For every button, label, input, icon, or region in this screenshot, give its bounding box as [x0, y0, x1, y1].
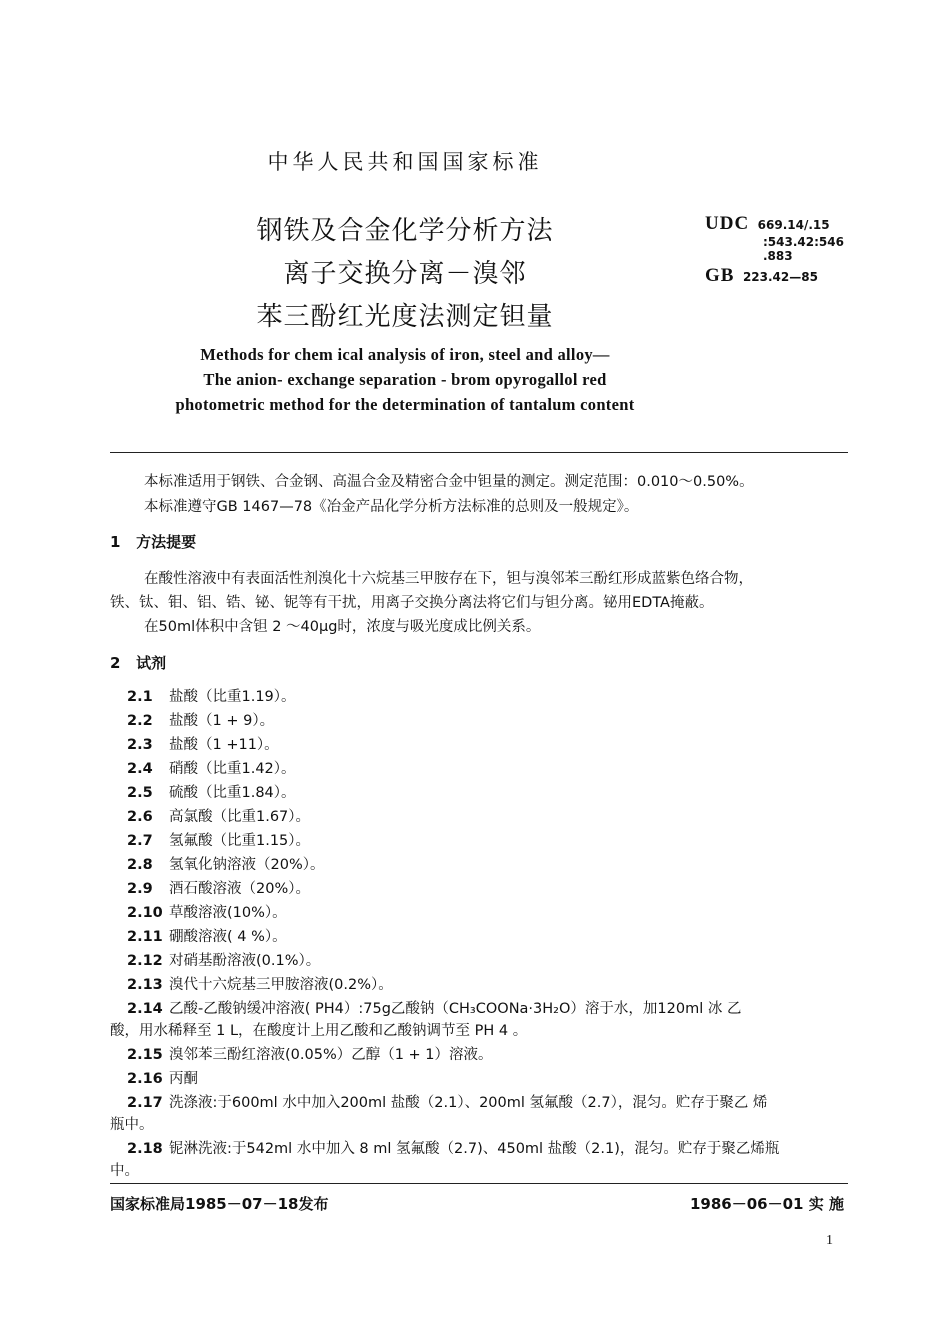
reagent-item: [127, 997, 741, 1018]
chinese-title-line-3: 苯三酚红光度法测定钽量: [256, 302, 554, 332]
reagent-item: [127, 1043, 493, 1064]
item-number: 2.16: [127, 1071, 163, 1087]
bottom-divider: [110, 1183, 848, 1184]
top-divider: [110, 452, 848, 453]
item-number: 2.1: [127, 689, 153, 705]
reagent-item: [127, 853, 324, 874]
item-text: 丙酮: [169, 1071, 198, 1087]
item-number: 2.5: [127, 785, 153, 801]
reagent-item: [127, 973, 393, 994]
item-text: 溴邻苯三酚红溶液(0.05%）乙醇（1 + 1）溶液。: [169, 1047, 493, 1063]
gb-label: GB: [705, 265, 735, 286]
issue-date: 国家标准局1985－07－18发布: [110, 1195, 329, 1213]
item-number: 2.3: [127, 737, 153, 753]
item-text: 硝酸（比重1.42）。: [169, 761, 296, 777]
item-text: 硫酸（比重1.84）。: [169, 785, 296, 801]
item-text: 溴代十六烷基三甲胺溶液(0.2%）。: [169, 977, 393, 993]
reagent-item: [127, 757, 296, 778]
reagent-item: [127, 685, 296, 706]
udc-code-2: :543.42:546: [763, 235, 844, 249]
reagent-item-continuation: 中。: [110, 1163, 139, 1179]
udc-label: UDC: [705, 213, 750, 234]
english-title-line-2: The anion- exchange separation - brom opyrogallol red: [203, 370, 607, 389]
reagent-item: [127, 781, 296, 802]
item-number: 2.7: [127, 833, 153, 849]
reagent-item: [127, 733, 279, 754]
gb-number: 223.42—85: [742, 270, 818, 284]
reagent-item: [127, 925, 287, 946]
intro-reference: 本标准遵守GB 1467—78《冶金产品化学分析方法标准的总则及一般规定》。: [144, 499, 639, 515]
item-number: 2.10: [127, 905, 163, 921]
reagent-item: [127, 949, 320, 970]
reagent-item: [127, 1067, 198, 1088]
item-text: 乙酸-乙酸钠缓冲溶液( PH4）:75g乙酸钠（CH₃COONa·3H₂O）溶于水，加120ml 冰 乙: [169, 1001, 742, 1017]
item-number: 2.12: [127, 953, 163, 969]
effective-date: 1986－06－01 实 施: [690, 1195, 844, 1213]
intro-scope: 本标准适用于钢铁、合金钢、高温合金及精密合金中钽量的测定。测定范围：0.010～0.50%。: [144, 474, 754, 490]
item-number: 2.17: [127, 1095, 163, 1111]
item-number: 2.2: [127, 713, 153, 729]
item-text: 洗涤液:于600ml 水中加入200ml 盐酸（2.1）、200ml 氢氟酸（2.7），混匀。贮存于聚乙 烯: [169, 1095, 768, 1111]
item-number: 2.8: [127, 857, 153, 873]
item-number: 2.11: [127, 929, 163, 945]
item-text: 高氯酸（比重1.67）。: [169, 809, 311, 825]
udc-code-3: .883: [763, 249, 793, 263]
chinese-title-line-1: 钢铁及合金化学分析方法: [256, 216, 554, 246]
item-text: 盐酸（1 + 9）。: [169, 713, 275, 729]
reagent-item-continuation: 酸，用水稀释至 1 L，在酸度计上用乙酸和乙酸钠调节至 PH 4 。: [110, 1023, 528, 1039]
item-text: 酒石酸溶液（20%）。: [169, 881, 310, 897]
section-1-line-2: 铁、钛、钼、铝、锆、铋、铌等有干扰，用离子交换分离法将它们与钽分离。铋用EDTA掩蔽。: [110, 595, 714, 611]
item-number: 2.6: [127, 809, 153, 825]
reagent-item: [127, 709, 274, 730]
item-text: 硼酸溶液( 4 %）。: [169, 929, 287, 945]
item-number: 2.14: [127, 1001, 163, 1017]
item-number: 2.9: [127, 881, 153, 897]
section-1-line-1: 在酸性溶液中有表面活性剂溴化十六烷基三甲胺存在下，钽与溴邻苯三酚红形成蓝紫色络合物，: [144, 571, 753, 587]
section-1-number: 1: [110, 533, 121, 551]
reagent-item: [127, 877, 310, 898]
item-text: 铌淋洗液:于542ml 水中加入 8 ml 氢氟酸（2.7)、450ml 盐酸（2.1)，混匀。贮存于聚乙烯瓶: [169, 1141, 780, 1157]
section-1-heading: [110, 531, 196, 552]
english-title-line-3: photometric method for the determination of tantalum content: [175, 395, 635, 414]
section-2-number: 2: [110, 654, 121, 672]
reagent-item: [127, 1137, 779, 1158]
item-number: 2.18: [127, 1141, 163, 1157]
reagent-item: [127, 805, 310, 826]
english-title-line-1: Methods for chem ical analysis of iron, steel and alloy—: [200, 345, 610, 364]
reagent-item-continuation: 瓶中。: [110, 1117, 154, 1133]
item-text: 草酸溶液(10%）。: [169, 905, 287, 921]
reagent-item: [127, 829, 310, 850]
issuing-organization: 中华人民共和国国家标准: [267, 150, 543, 174]
item-text: 对硝基酚溶液(0.1%）。: [169, 953, 321, 969]
item-number: 2.15: [127, 1047, 163, 1063]
item-text: 氢氧化钠溶液（20%）。: [169, 857, 325, 873]
page-number: 1: [826, 1233, 833, 1248]
section-2-heading: [110, 652, 166, 673]
item-text: 盐酸（1 +11）。: [169, 737, 279, 753]
udc-code-1: 669.14/.15: [757, 218, 830, 232]
item-text: 氢氟酸（比重1.15）。: [169, 833, 311, 849]
section-1-line-3: 在50ml体积中含钽 2 ～40μg时，浓度与吸光度成比例关系。: [144, 619, 541, 635]
item-number: 2.4: [127, 761, 153, 777]
chinese-title-line-2: 离子交换分离－溴邻: [283, 259, 527, 289]
section-1-title: 方法提要: [136, 533, 197, 551]
section-2-title: 试剂: [136, 654, 167, 672]
reagent-item: [127, 1091, 767, 1112]
reagent-item: [127, 901, 287, 922]
item-number: 2.13: [127, 977, 163, 993]
item-text: 盐酸（比重1.19）。: [169, 689, 296, 705]
